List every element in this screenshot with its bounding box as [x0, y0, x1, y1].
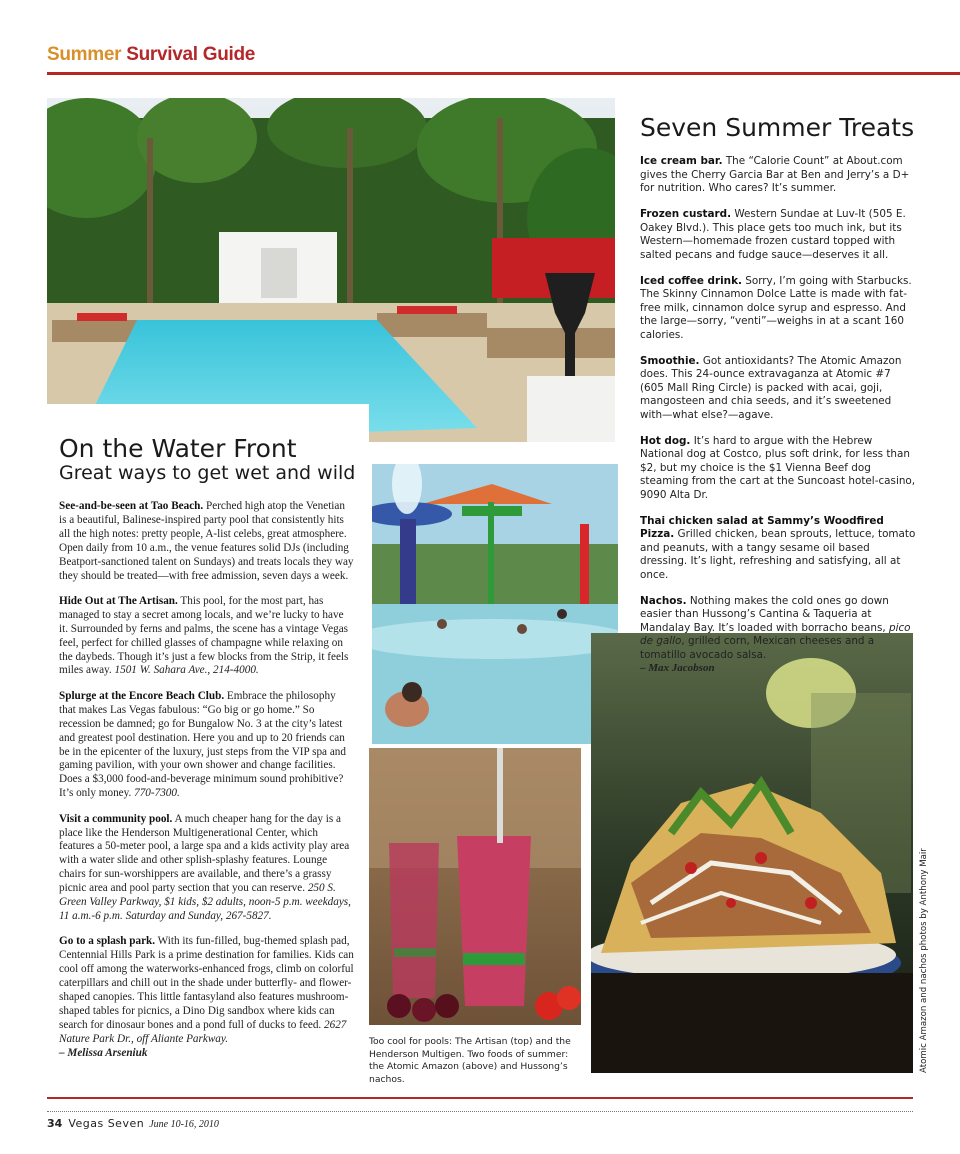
- pool-item-lead: Splurge at the Encore Beach Club.: [59, 689, 225, 702]
- left-signature: – Melissa Arseniuk: [59, 1046, 148, 1059]
- publication-name: Vegas Seven: [68, 1117, 145, 1130]
- treat-item-body: The “Calorie Count” at About.com gives the Cherry Garcia Bar at Ben and Jerry’s a D+ for nutrition. Who cares? It’s summer.: [640, 155, 910, 194]
- treat-item-lead: Hot dog.: [640, 434, 691, 447]
- header-rule: [47, 72, 960, 75]
- right-headline: Seven Summer Treats: [640, 113, 915, 142]
- pool-item-body: Embrace the philosophy that makes Las Vegas fabulous: “Go big or go home.” So recession be damned; go for Bungalow No. 3 at the city’s latest and greatest pool destination. Here you and up to 20 friends can be in the epicenter of the luxury, just steps from the VIP spa and gaming pavilion, with your own shower and change facilities. Does a $3,000 food-and-beverage minimum sound prohibitive? It’s only money.: [59, 689, 346, 800]
- pool-item-body: A much cheaper hang for the day is a place like the Henderson Multigenerational Center, which features a 50-meter pool, a large spa and a kids activity play area with a water slide and other splish-splashy features. Lounge chairs for sun-worshippers are available, and there’s a grassy picnic area and pool party section that you can reserve.: [59, 812, 350, 895]
- pool-item: [59, 935, 355, 1060]
- treat-item-lead: Iced coffee drink.: [640, 274, 742, 287]
- pool-item-lead: See-and-be-seen at Tao Beach.: [59, 500, 204, 512]
- section-title-part1: Summer: [47, 44, 122, 65]
- pool-item-info: 250 S. Green Valley Parkway, $1 kids, $2 adults, noon-5 p.m. weekdays, 11 a.m.-6 p.m. Saturday and Sunday, 267-5827.: [59, 882, 351, 922]
- splash-park-photo: [369, 462, 618, 744]
- pool-item-lead: Go to a splash park.: [59, 935, 156, 948]
- treat-item: [640, 155, 916, 196]
- treat-item-body: It’s hard to argue with the Hebrew National dog at Costco, plus soft drink, for less than $2, but my choice is the $1 Vienna Beef dog steaming from the cart at the Suncoast hotel-casino, 9090 Alta Dr.: [640, 434, 916, 501]
- treat-item-lead: Nachos.: [640, 594, 687, 607]
- pool-item-lead: Hide Out at The Artisan.: [59, 594, 178, 607]
- treat-item: [640, 435, 916, 503]
- right-column-text: [640, 155, 916, 676]
- left-column-text: [59, 500, 355, 1061]
- section-title-part2: Survival Guide: [126, 44, 256, 65]
- pool-item-body: Perched high atop the Venetian is a beautiful, Balinese-inspired party pool that consistently hits all the high notes: pretty people, A-list celebs, great atmosphere. Open daily from 10 a.m., the venue features solid DJs (including Beatport-sanctioned talent on Sundays) and treats locals they way they should be treated—with free admission, seven days a week.: [59, 500, 354, 582]
- pool-item-info: 1501 W. Sahara Ave., 214-4000.: [114, 664, 259, 677]
- photo-caption: Too cool for pools: The Artisan (top) and the Henderson Multigen. Two foods of summer: the Atomic Amazon (above) and Hussong’s nachos.: [369, 1036, 571, 1085]
- treat-item: [640, 275, 916, 343]
- smoothie-photo: [369, 748, 581, 1025]
- pool-item-body: This pool, for the most part, has managed to stay a secret among locals, and we’re lucky to have it. Surrounded by ferns and palms, the scene has a vintage Vegas feel, perfect for chilled glasses of champagne while relaxing on the daybeds. Though it’s just a few blocks from the Strip, it feels miles away.: [59, 594, 349, 677]
- pool-item: [59, 813, 355, 924]
- treat-item: [640, 355, 916, 423]
- pool-item: [59, 690, 355, 801]
- treat-item-body: , grilled corn, Mexican cheeses and a tomatillo avocado salsa.: [640, 635, 875, 661]
- pool-item: [59, 595, 355, 678]
- left-subhead: Great ways to get wet and wild: [59, 462, 356, 484]
- treat-item-body: Western Sundae at Luv-It (505 E. Oakey Blvd.). This place gets too much ink, but its Western—homemade frozen custard topped with salted pecans and fudge sauce—deserves it all.: [640, 208, 906, 261]
- pool-item-body: With its fun-filled, bug-themed splash pad, Centennial Hills Park is a prime destination for families. Kids can cool off among the waterworks-enhanced frogs, climb on colorful caterpillars and chill out in the shade under butterfly- and flower-shaped canopies. This little fantasyland also features mushroom-shaped tables for picnics, a Dino Dig sandbox where kids can search for dinosaur bones and a pond full of ducks to feed.: [59, 935, 354, 1031]
- section-title: [47, 44, 255, 66]
- pool-item: [59, 500, 355, 583]
- pool-photo: [47, 98, 615, 442]
- nachos-photo: [591, 633, 913, 1073]
- pool-item-info: 770-7300.: [134, 787, 180, 800]
- treat-item-body: Sorry, I’m going with Starbucks. The Skinny Cinnamon Dolce Latte is made with fat-free milk, cinnamon dolce syrup and espresso. And the large—sorry, “venti”—weighs in at a scant 160 calories.: [640, 274, 912, 341]
- treat-item-lead: Frozen custard.: [640, 208, 732, 220]
- treat-item-body: Got antioxidants? The Atomic Amazon does. This 24-ounce extravaganza at Atomic #7 (605 Mall Ring Circle) is packed with acai, goji, mangosteen and chia seeds, and it’s sweetened with—what else?—agave.: [640, 354, 902, 421]
- issue-date: June 10-16, 2010: [149, 1119, 219, 1130]
- footer-dotted-rule: [47, 1111, 913, 1112]
- page-footer: [47, 1117, 219, 1130]
- treat-item-lead: Ice cream bar.: [640, 155, 723, 167]
- photo-credit: Atomic Amazon and nachos photos by Anthony Mair: [919, 848, 929, 1073]
- pool-item-info: 2627 Nature Park Dr., off Aliante Parkway.: [59, 1018, 347, 1045]
- treat-item-lead: Smoothie.: [640, 354, 700, 367]
- footer-rule: [47, 1097, 913, 1099]
- treat-item-lead: Thai chicken salad at Sammy’s Woodfired Pizza.: [640, 514, 884, 540]
- left-headline: On the Water Front: [59, 434, 297, 463]
- treat-item-body: Grilled chicken, bean sprouts, lettuce, tomato and peanuts, with a tangy sesame oil based dressing. It’s light, refreshing and satisfying, all at once.: [640, 528, 916, 581]
- page-number: 34: [47, 1117, 63, 1130]
- pool-item-lead: Visit a community pool.: [59, 812, 173, 825]
- treat-item: [640, 595, 916, 676]
- treat-item-emphasis: pico de gallo: [640, 621, 911, 647]
- right-signature: – Max Jacobson: [640, 662, 715, 674]
- treat-item: [640, 208, 916, 262]
- treat-item-body: Nothing makes the cold ones go down easier than Hussong’s Cantina & Taqueria at Mandalay Bay. It’s loaded with borracho beans,: [640, 594, 889, 634]
- treat-item: [640, 515, 916, 583]
